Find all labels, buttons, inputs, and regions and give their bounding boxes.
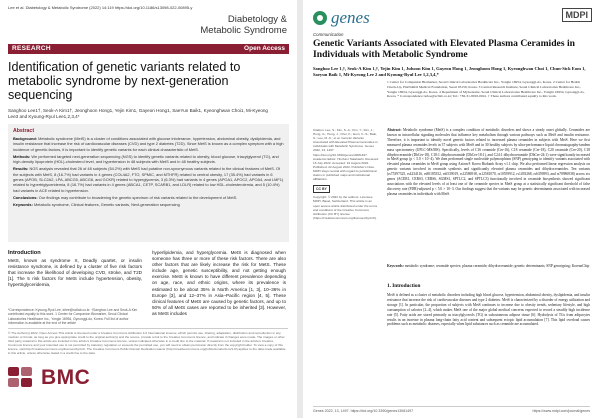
bmc-logo (8, 366, 90, 390)
article-type-label: RESEARCH (12, 45, 51, 52)
footer-journal-link[interactable]: https://www.mdpi.com/journal/genes (532, 409, 590, 413)
intro-text: MetS is defined as a cluster of metabolic disorders including high blood glucose, hypertension, abdominal obesity, dyslipidemia, and insulin resistance that increase the risk of cardiovascular diseases and type 2 diabetes. MetS is characterized by a disorder of energy utilization and storage [1]. In particular, the proportion of subjects with MetS continues to increase due to obesity trends, sedentary lifestyle, and high consumption of calories [2–4], which makes MetS one of the major global medical concerns expected to record a steadily high incidence rate [5]. Fatty acids are stored primarily as triacylglycerols (TG) in subcutaneous adipose tissue [6]. Hydrolysis of TGs from adipocytes results in an increase in plasma long-chain fatty acid content and subsequent ectopic lipid accumulation [7]. This lipid overload causes problems such as metabolic diseases, especially when lipid substances such as ceramide are accumulated. (387, 293, 590, 327)
abstract-background: Background: Metabolic syndrome (MetS) is a cluster of conditions associated with glucose intolerance, hypertension, abdominal obesity, dyslipidemia, and insulin resistance that increase the risk of cardiovascular diseases (CVD) and type 2 diabetes (T2D). Since MetS is known as a complex symptom with a high incidence of genetic factors, it is important to identify genetic variants for each clinical characteristic of MetS. (13, 136, 284, 152)
abstract-conclusions: Conclusions: Our findings may contribute to broadening the genetic spectrum of risk variants related to the development of MetS. (13, 194, 238, 200)
abstract-heading: Abstract (13, 128, 35, 134)
left-paper-page (0, 0, 297, 418)
genes-mark-icon (313, 11, 327, 25)
genes-logo-text: genes (331, 8, 370, 27)
keywords-text: metabolic syndrome; ceramide species; plasma ceramide; dihydroceramide; genetic determinants; SNP genotyping; KoreanChip (404, 264, 590, 268)
journal-name: Diabetology & Metabolic Syndrome (200, 14, 287, 36)
page-footer (313, 406, 590, 413)
bmc-logo-text: BMC (41, 366, 91, 389)
intro-text-left: MetS, known as syndrome X, Deadly quartet, or insulin resistance syndrome, is defined by a cluster of five risk factors that increase the likelihood of developing CVD, stroke, and T2D [1]. The 5 risk factors for MetS include hypertension, obesity, hypertriglyceridemia, (8, 258, 142, 288)
abstract (387, 128, 590, 197)
abstract-box (8, 124, 289, 242)
paper-title: Identification of genetic variants related to metabolic syndrome by next-generation sequencing (8, 60, 241, 102)
intro-column-left (8, 250, 142, 289)
article-type: Communication (313, 32, 344, 37)
open-access-label: Open Access (244, 45, 285, 52)
author-list: Sanghoo Lee 1,†, Seok-A Kim 1,†, Yejin Kim 1, Juhoon Kim 1, Gayeon Hong 1, Jeonghoon Hong 1, Kyeonghwan Choi 1, Chun-Sick Eom 1, Saeyun Baik 1, Mi-Kyeong Lee 2 and Kyoung-Ryul Lee 1,2,3,4,* (313, 66, 586, 77)
copyright-notice: Copyright: © 2022 by the authors. Licensee MDPI, Basel, Switzerland. This article is an open access article distributed under the terms and conditions of the Creative Commons Attribution (CC BY) license (https://creativecommons.org/licenses/by/4.0/). (313, 195, 378, 220)
mdpi-logo: MDPI (562, 8, 593, 22)
footer-citation: Genes 2022, 13, 1497. https://doi.org/10.3390/genes13081497 (313, 409, 414, 413)
intro-heading: 1. Introduction (387, 283, 421, 289)
genes-logo (313, 8, 370, 28)
keywords-label: Keywords: (387, 264, 404, 268)
abstract-results: Results: NGS analysis revealed that 26 of 48 subjects (54.2%) with MetS had putative non-synonymous variants related to the clinical features of MetS. Of the subjects with MetS, 8 (16.7%) had variants in 4 genes (COL4A2, FTO, SPMIC, and MTHFR) related to central obesity, 17 (35.4%) had variants in 6 genes (APOB, SLC2A2, LPA, ABCG5, ABCG8, and GCKR) related to hyperglycemia, 3 (6.3%) had variants in 4 genes (APOA1, APOC2, APOA4, and LMF1) related to hypertriglyceridemia, 8 (16.7%) had variants in 4 genes (ABCA1, CETP, SCARB1, and LDLR) related to low HDL-cholesterolemia, and 5 (10.4%) had variants in ACE related to hypertension. (13, 166, 284, 193)
abstract-methods: Methods: We performed targeted next-generation sequencing (NGS) to identify genetic variants related to obesity, blood glucose, triacylglycerol (TG), and high-density lipoprotein (HDL)-cholesterol level, and hypertension in 48 subjects with MetS and in 48 healthy subjects. (13, 153, 279, 165)
header-citation: Lee et al. Diabetology & Metabolic Syndrome (2022) 14:119 https://doi.org/10.1186/s13098-022-00895-y (8, 5, 193, 10)
bmc-mark-icon (8, 367, 36, 389)
keywords (387, 264, 590, 269)
author-list: Sanghoo Lee1†, Seok-A Kim1†, Jeonghoon Hong1, Yejin Kim1, Gayeon Hong1, SaeYun Baik1, Kyeonghwan Choi1, Mi-Kyeong Lee3 and Kyoung-Ryul Lee1,2,3,4* (8, 108, 268, 120)
abstract-label: Abstract: (387, 128, 402, 132)
intro-column-right: hyperlipidemia, and hyperglycemia. MetS is diagnosed when someone has three or more of these risk factors. There are also other factors that are likely increase the risk for MetS. These include age, genetic susceptibility, and not getting enough exercise. MetS is known to have different prevalence depending on age, race, and ethnic origins, where its prevalence is estimated to be about 35% in North America [1, 3], 10–36% in Europe [3], and 12–37% in Asia–Pacific region [4, 5]. These clinical features of MetS are caused by genetic factors, and up to 50% of all MetS cases are reported to be inherited [3]. However, as MetS includes (152, 250, 286, 316)
correspondence-note: *Correspondence: Kyoung-Ryul Lee, krlee@scllab.co.kr. †Sanghoo Lee and Seok-A Kim contributed equally to this work. 1 Center for Companion Biomarker, Seoul Clinical Laboratories Healthcare Inc., Yongin 16954, Gyeonggi-do, Korea. Full list of author information is available at the end of the article (8, 308, 138, 325)
cc-by-badge: CC BY (313, 185, 330, 193)
open-access-notice: © The Author(s) 2022. Open Access This article is licensed under a Creative Commons Attribution 4.0 International License, which permits use, sharing, adaptation, distribution and reproduction in any medium or format, as long as you give appropriate credit to the original author(s) and the source, provide a link to the Creative Commons licence, and indicate if changes were made. The images or other third party material in this article are included in the article's Creative Commons licence, unless indicated otherwise in a credit line to the material. If material is not included in the article's Creative Commons licence and your intended use is not permitted by statutory regulation or exceeds the permitted use, you will need to obtain permission directly from the copyright holder. To view a copy of this licence, visit http://creativecommons.org/licenses/by/4.0/. The Creative Commons Public Domain Dedication waiver (http://creativecommons.org/publicdomain/zero/1.0/) applies to the data made available in this article, unless otherwise stated in a credit line to the data. (8, 328, 288, 356)
abstract-text: Metabolic syndrome (MetS) is a complex condition of metabolic disorders and shows a steady onset globally. Ceramides are known as intracellular signaling molecules that influence key metabolism through various pathways such as MetS and insulin resistance. Therefore, it is important to identify novel genetic factors related to increased plasma ceramides in subjects with MetS. Here we first measured plasma ceramides levels in 37 subjects with MetS and in 30 healthy subjects by ultra-performance liquid chromatography-tandem mass spectrometry (UPLC-MS/MS). Specifically, levels of C16 ceramide (Cer-16), C18 ceramide (Cer-18), C20 ceramide (Cer-20), C18 dihydroceramide (DhCer-18), C18:1 dihydroceramide (DhCer-18:1), and C24:1 dihydroceramide (DhCer-24:1) were significantly increased in MetS group (p < 5.0 × 10−4). We then performed single nucleotide polymorphism (SNP) genotyping to identify variants associated with elevated plasma ceramides in MetS group using Axiom® Korea Biobank Array v1.1 chip. We also performed linear regression analysis on genetic variants involved in ceramide synthesis and significantly elevated plasma ceramides and dihydroceramides. Ten variants (rs75397325, rs4234116, rs80185352, rs6539019, rs12586918, rs12581070, rs10559912, rs1493268, rs6359893, and rs78986938) across six genes (ACER1, CERS3, CERS6, SGMS1, SPTLC2, and SPTLC3) functionally involved in ceramide biosynthesis showed significant associations with the elevated levels of at least one of the ceramide species in MetS group at a statistically significant threshold of false discovery rate (FDR)-adjusted p < 5.0 × 10−3. Our findings suggest that the variants may be genetic determinants associated with increased plasma ceramides in individuals with MetS. (387, 128, 590, 196)
article-type-bar (8, 44, 289, 54)
affiliations: 1 Center for Companion Biomarker, Seoul Clinical Laboratories Healthcare Inc., Yongin 16954, Gyeonggi-do, Korea. 2 Center for Health Check-Up, HANARO Medical Foundation, Seoul 03159, Korea. 3 Central Research Institute, Seoul Clinical Laboratories Healthcare Inc., Yongin 16954, Gyeonggi-do, Korea. 4 Department of MyGenome, Seoul Clinical Laboratories Healthcare Inc., Yongin 16954, Gyeonggi-do, Korea. * Correspondence: krlee@scllab.co.kr; Tel.: +82-31-8010-0041. † These authors contributed equally to this work. (387, 80, 585, 99)
right-paper-page (303, 0, 600, 418)
citation-sidebar (313, 128, 379, 220)
intro-heading: Introduction (8, 250, 41, 256)
citation-info: Citation: Lee, S.; Kim, S.-A.; Kim, Y.; Kim, J.; Hong, G.; Hong, J.; Choi, K.; Eom, C.-S.; Baik, S.; Lee, M.-K.; et al. Genetic Variants Associated with Elevated Plasma Ceramides in Individuals with Metabolic Syndrome. Genes 2022, 13, 1497. https://doi.org/10.3390/genes13081497. Academic Editor: Hirofumi Takahashi. Received: 15 July 2022. Accepted: 19 August 2022. Published: 22 August 2022. Publisher's Note: MDPI stays neutral with regard to jurisdictional claims in published maps and institutional affiliations. (313, 128, 379, 182)
paper-title: Genetic Variants Associated with Elevated Plasma Ceramides in Individuals with Metabolic Syndrome (313, 38, 575, 60)
abstract-keywords: Keywords: Metabolic syndrome, Clinical features, Genetic variants, Next-generation sequencing (13, 202, 180, 208)
